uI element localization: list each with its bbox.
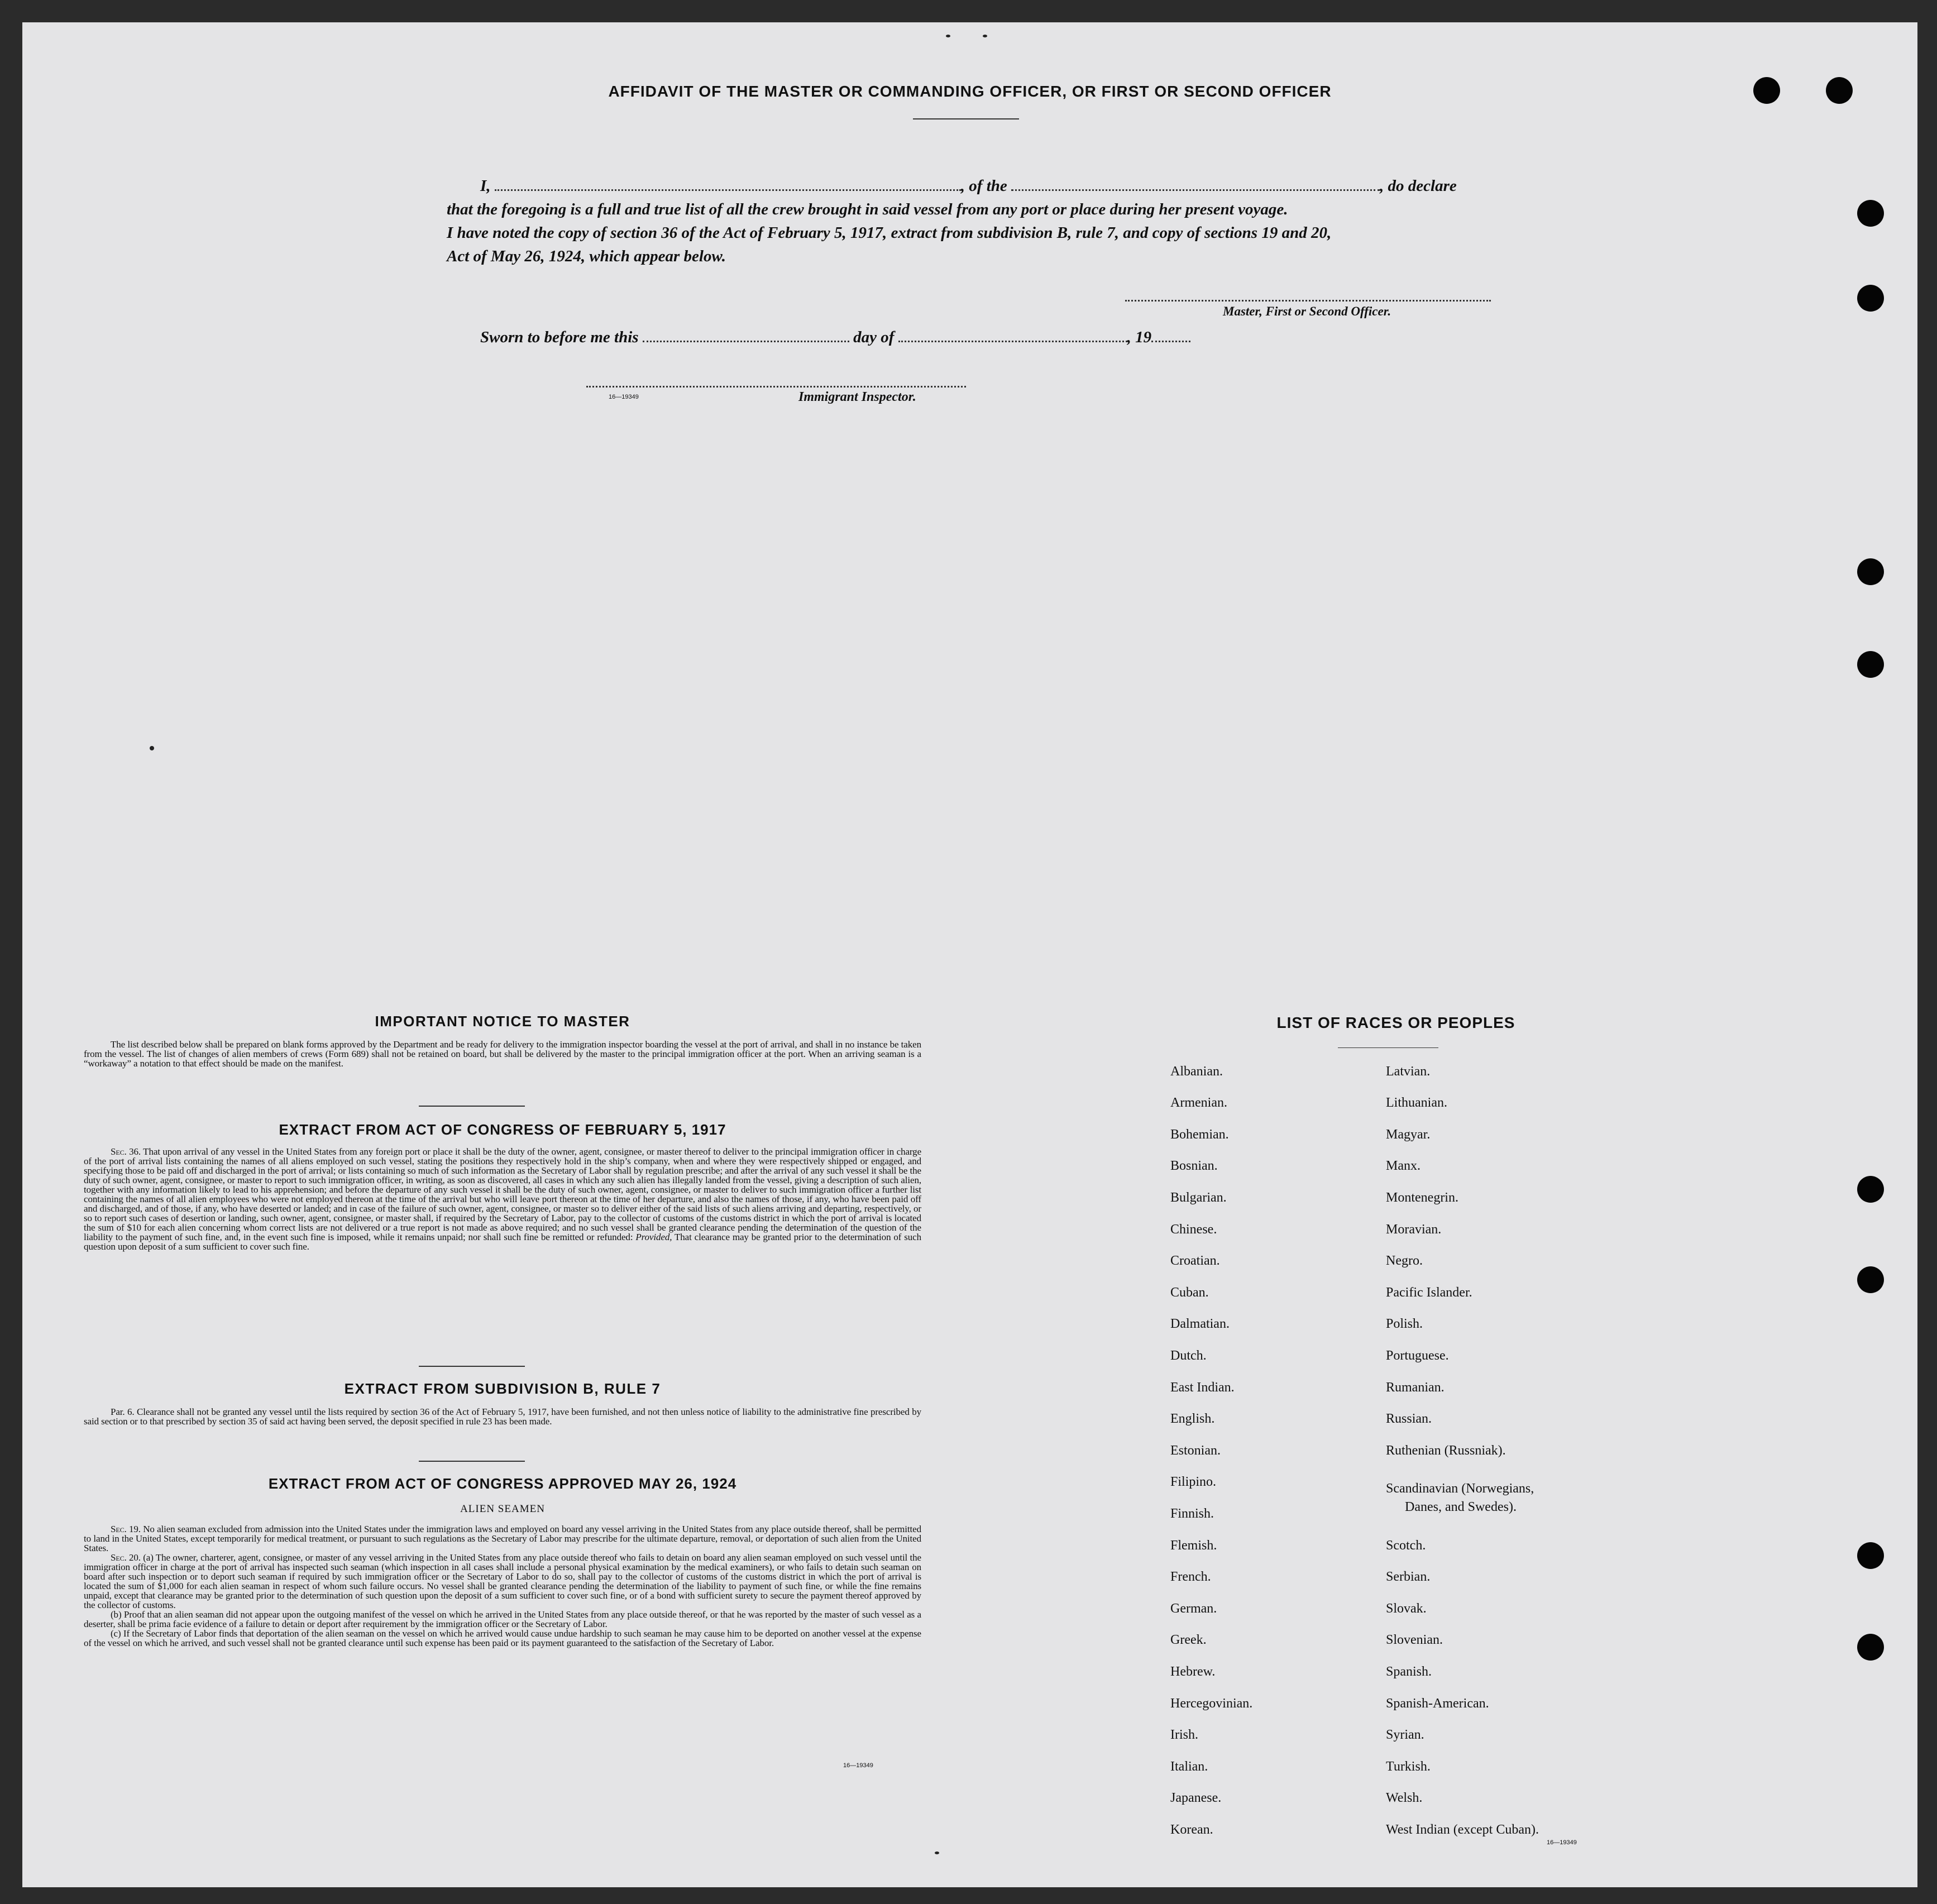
race-item: German.: [1170, 1601, 1217, 1616]
section-20a-text: (a) The owner, charterer, agent, consignee, or master of any vessel arriving in the United States from any place outside thereof who fails to detain on board any alien seaman employed on such vessel until the immigration officer in charge at the port of arrival has inspected such seaman (which inspection in all cases shall include a personal physical examination by the medical examiners), or who fails to detain such seaman on board after such inspection or to deport such seaman if required by such immigration officer or the Secretary of Labor to do so, shall pay to the collector of customs of the customs district in which the port of arrival is located the sum of $1,000 for each alien seaman in respect of whom such failure occurs. No vessel shall be granted clearance pending the determination of the liability to payment of such fine, or while the fine remains unpaid, except that clearance may be granted prior to the determination of such question upon the deposit of a sum sufficient to cover such fine, or of a bond with sufficient surety to secure the payment thereof approved by the collector of customs.: [84, 1552, 921, 1610]
race-item: Scandinavian (Norwegians,: [1386, 1481, 1534, 1496]
section-divider: [419, 1366, 525, 1367]
race-item: Finnish.: [1170, 1506, 1214, 1521]
race-item: Cuban.: [1170, 1285, 1209, 1300]
sworn-day-blank: [643, 328, 849, 342]
race-item: Flemish.: [1170, 1538, 1217, 1553]
race-item: Moravian.: [1386, 1222, 1442, 1237]
race-item: Polish.: [1386, 1317, 1423, 1331]
declaration-i: I,: [480, 177, 491, 195]
punch-hole: [1857, 651, 1884, 678]
extract-rule7-title: EXTRACT FROM SUBDIVISION B, RULE 7: [344, 1380, 661, 1397]
race-item: Greek.: [1170, 1633, 1207, 1647]
race-item: Russian.: [1386, 1412, 1432, 1426]
race-item: Welsh.: [1386, 1791, 1423, 1805]
section-19-label: Sec. 19.: [111, 1524, 141, 1534]
section-36-text: That upon arrival of any vessel in the United States from any foreign port or place it shall be the duty of the owner, agent, consignee, or master thereof to deliver to the principal immigration officer in charge of the port of arrival lists containing the names of all aliens employed on such vessel, stating the positions they respectively hold in the ship’s company, when and where they were respectively shipped or engaged, and specifying those to be paid off and discharged in the port of arrival; or lists containing so much of such information as the Secretary of Labor shall by regulation prescribe; and after the arrival of any such vessel it shall be the duty of such owner, agent, consignee, or master to report to such immigration officer, in writing, as soon as discovered, all cases in which any such alien has illegally landed from the vessel, giving a description of such alien, together with any information likely to lead to his apprehension; and before the departure of any such vessel it shall be the duty of such owner, agent, consignee, or master to deliver to such immigration officer a further list containing the names of all alien employees who were not employed thereon at the time of the arrival but who will leave port thereon at the time of her departure, and also the names of those, if any, who have been paid off and discharged, and of those, if any, who have deserted or landed; and in case of the failure of such owner, agent, consignee, or master so to deliver either of the said lists of such aliens arriving and departing, respectively, or so to report such cases of desertion or landing, such owner, agent, consignee, or master shall, if required by the Secretary of Labor, pay to the collector of customs of the customs district in which the port of arrival is located the sum of $10 for each alien concerning whom correct lists are not delivered or a true report is not made as above required; and no such vessel shall be granted clearance pending the determination of the question of the liability to the payment of such fine, and, in the event such fine is imposed, while it remains unpaid; nor shall such fine be remitted or refunded:: [84, 1146, 922, 1242]
affidavit-title: AFFIDAVIT OF THE MASTER OR COMMANDING OFFICER, OR FIRST OR SECOND OFFICER: [608, 83, 1332, 100]
race-item: West Indian (except Cuban).: [1386, 1822, 1539, 1837]
notice-paragraph: The list described below shall be prepared on blank forms approved by the Department and be ready for delivery to the immigration inspector boarding the vessel at the port of arrival, and shall in no instance be taken from the vessel. The list of changes of alien members of crews (Form 689) shall not be retained on board, but shall be delivered by the master to the principal immigration officer at the port. When an arriving seaman is a “workaway” a notation to that effect should be made on the manifest.: [84, 1039, 921, 1069]
race-item: Spanish-American.: [1386, 1696, 1489, 1711]
section-divider: [419, 1106, 525, 1107]
race-item: Turkish.: [1386, 1759, 1431, 1774]
race-item: Irish.: [1170, 1728, 1198, 1742]
punch-hole: [1857, 200, 1884, 227]
section-20b-text: (b) Proof that an alien seaman did not appear upon the outgoing manifest of the vessel on which he arrived in the United States from any place outside thereof, or that he was reported by the master of such vessel as a deserter, shall be prima facie evidence of a failure to detain or deport after requirement by the immigration officer or the Secretary of Labor.: [84, 1609, 921, 1629]
sworn-day-of: day of: [853, 328, 895, 346]
notice-title: IMPORTANT NOTICE TO MASTER: [375, 1013, 630, 1030]
form-number: 16—19349: [843, 1762, 873, 1769]
extract-1924-title: EXTRACT FROM ACT OF CONGRESS APPROVED MAY 26, 1924: [268, 1475, 737, 1492]
speck: [983, 35, 987, 37]
declaration-of-the: , of the: [960, 177, 1007, 195]
section-19-text: No alien seaman excluded from admission into the United States under the immigration laws and employed on board any vessel arriving in the United States from any place outside thereof, shall be permitted to land in the United States, except temporarily for medical treatment, or pursuant to such regulations as the Secretary of Labor may prescribe for the ultimate departure, removal, or deportation of such alien from the United States.: [84, 1524, 922, 1553]
section-36-end: That clearance may be granted prior to the determination of such question upon deposit of a sum sufficient to cover such fine.: [84, 1232, 921, 1252]
race-item: Magyar.: [1386, 1127, 1431, 1142]
speck: [935, 1852, 939, 1854]
race-item: Rumanian.: [1386, 1380, 1445, 1395]
section-36-label: Sec. 36.: [111, 1146, 141, 1157]
alien-seamen-subtitle: ALIEN SEAMEN: [460, 1503, 545, 1515]
race-item: Ruthenian (Russniak).: [1386, 1443, 1506, 1458]
race-item: Hercegovinian.: [1170, 1696, 1253, 1711]
speck: [150, 746, 154, 750]
race-item: Filipino.: [1170, 1475, 1217, 1489]
punch-hole: [1857, 1542, 1884, 1569]
master-signature-line: [1125, 300, 1491, 302]
declaration-line-3: I have noted the copy of section 36 of the Act of February 5, 1917, extract from subdivision B, rule 7, and copy of sections 19 and 20,: [447, 224, 1332, 242]
race-item: Italian.: [1170, 1759, 1208, 1774]
race-item: Slovenian.: [1386, 1633, 1443, 1647]
race-item: French.: [1170, 1570, 1211, 1584]
race-item: Serbian.: [1386, 1570, 1431, 1584]
race-item: Armenian.: [1170, 1095, 1227, 1110]
inspector-signature-line: [586, 386, 966, 388]
race-item: Albanian.: [1170, 1064, 1223, 1079]
race-item: English.: [1170, 1412, 1215, 1426]
sworn-line: [480, 328, 1190, 347]
declaration-text: [447, 174, 1519, 268]
vessel-blank: [1011, 177, 1380, 191]
race-item: Danes, and Swedes).: [1405, 1500, 1517, 1514]
punch-hole: [1857, 1266, 1884, 1293]
sworn-prefix: Sworn to before me this: [480, 328, 639, 346]
race-item: Dutch.: [1170, 1348, 1207, 1363]
provided-word: Provided,: [635, 1232, 672, 1242]
race-item: Negro.: [1386, 1254, 1423, 1268]
punch-hole: [1857, 285, 1884, 312]
form-number: 16—19349: [609, 394, 639, 400]
declaration-line-4: Act of May 26, 1924, which appear below.: [447, 247, 726, 265]
punch-hole: [1857, 558, 1884, 585]
race-item: Bulgarian.: [1170, 1190, 1227, 1205]
sworn-year-blank: [1151, 328, 1190, 342]
race-item: East Indian.: [1170, 1380, 1235, 1395]
race-item: Korean.: [1170, 1822, 1213, 1837]
races-title-underline: [1338, 1047, 1438, 1048]
punch-hole: [1857, 1634, 1884, 1661]
race-item: Dalmatian.: [1170, 1317, 1230, 1331]
race-item: Japanese.: [1170, 1791, 1222, 1805]
master-signature-label: Master, First or Second Officer.: [1223, 304, 1391, 318]
race-item: Spanish.: [1386, 1664, 1432, 1679]
race-item: Portuguese.: [1386, 1348, 1449, 1363]
rule7-paragraph: Par. 6. Clearance shall not be granted any vessel until the lists required by section 36 of the Act of February 5, 1917, have been furnished, and not then unless notice of liability to the administrative fine prescribed by said section or to that prescribed by section 35 of said act having been served, the deposit specified in rule 23 has been made.: [84, 1407, 921, 1427]
race-item: Scotch.: [1386, 1538, 1426, 1553]
race-item: Chinese.: [1170, 1222, 1217, 1237]
race-item: Syrian.: [1386, 1728, 1424, 1742]
notice-text: [84, 1040, 921, 1068]
race-item: Estonian.: [1170, 1443, 1221, 1458]
name-blank: [495, 177, 961, 191]
race-item: Croatian.: [1170, 1254, 1220, 1268]
extract-rule7-text: [84, 1407, 921, 1426]
race-item: Bohemian.: [1170, 1127, 1229, 1142]
extract-1924-text: [84, 1524, 921, 1648]
race-item: Lithuanian.: [1386, 1095, 1447, 1110]
race-item: Bosnian.: [1170, 1159, 1218, 1173]
race-item: Hebrew.: [1170, 1664, 1216, 1679]
race-item: Latvian.: [1386, 1064, 1431, 1079]
race-item: Pacific Islander.: [1386, 1285, 1472, 1300]
declaration-do-declare: , do declare: [1380, 177, 1457, 195]
speck: [946, 35, 950, 37]
race-item: Montenegrin.: [1386, 1190, 1458, 1205]
sworn-year-prefix: , 19: [1127, 328, 1152, 346]
section-20c-text: (c) If the Secretary of Labor finds that deportation of the alien seaman on the vessel on which he arrived would cause undue hardship to such seaman he may cause him to be deported on another vessel at the expense of the vessel on which he arrived, and such vessel shall not be granted clearance until such expense has been paid or its payment guaranteed to the satisfaction of the Secretary of Labor.: [84, 1628, 921, 1648]
section-20-label: Sec. 20.: [111, 1552, 141, 1563]
inspector-signature-label: Immigrant Inspector.: [798, 390, 916, 404]
extract-1917-text: [84, 1147, 921, 1251]
declaration-line-2: that the foregoing is a full and true list of all the crew brought in said vessel from any port or place during her present voyage.: [447, 200, 1288, 218]
race-item: Manx.: [1386, 1159, 1421, 1173]
extract-1917-title: EXTRACT FROM ACT OF CONGRESS OF FEBRUARY 5, 1917: [279, 1121, 726, 1138]
form-number: 16—19349: [1547, 1839, 1577, 1846]
title-underline: [913, 118, 1019, 119]
punch-hole: [1857, 1176, 1884, 1203]
document-sheet: [22, 22, 1917, 1887]
section-divider: [419, 1461, 525, 1462]
sworn-month-blank: [898, 328, 1127, 342]
races-title: LIST OF RACES OR PEOPLES: [1276, 1014, 1515, 1031]
race-item: Slovak.: [1386, 1601, 1427, 1616]
